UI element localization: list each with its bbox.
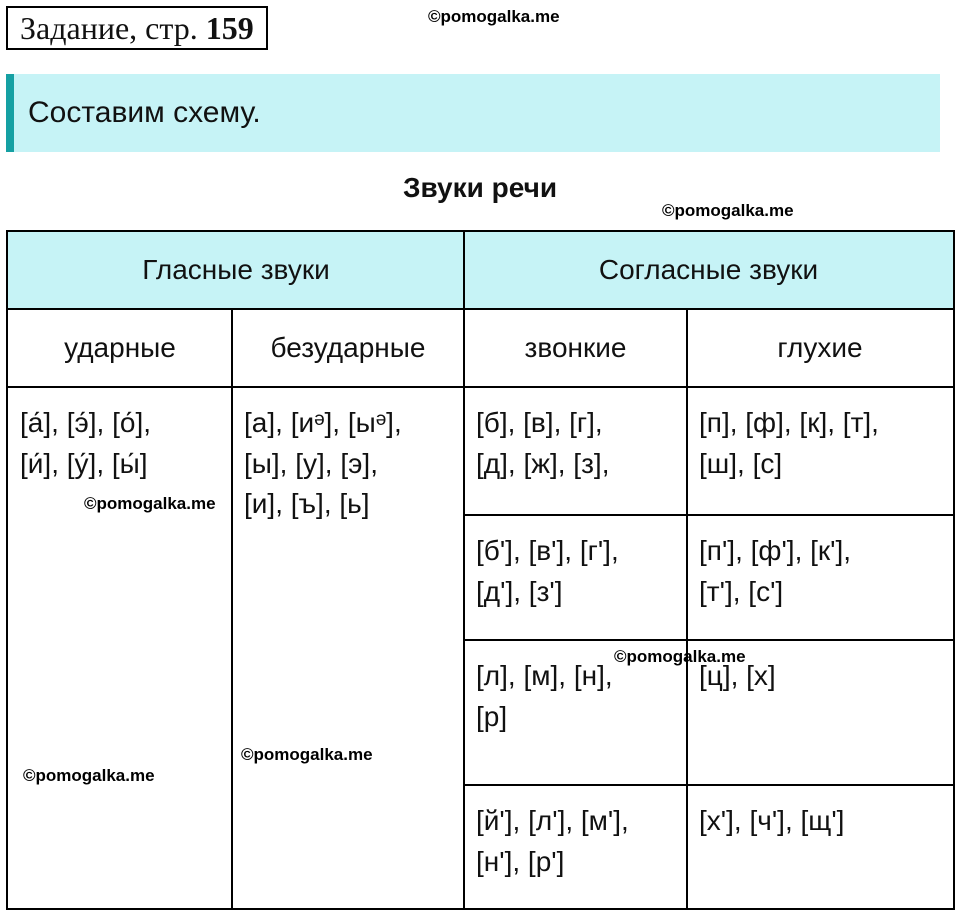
- cell-voiceless-row-2: [687, 515, 953, 612]
- text-line: [и], [ъ], [ь]: [244, 488, 370, 520]
- instruction-banner: [6, 74, 940, 152]
- watermark: ©pomogalka.me: [84, 494, 216, 513]
- text-line: [д'], [з']: [476, 575, 563, 607]
- grid-line: [464, 639, 953, 641]
- text-line: [х'], [ч'], [щ']: [699, 805, 845, 836]
- instruction-text: Составим схему.: [28, 96, 261, 129]
- watermark: ©pomogalka.me: [428, 7, 560, 26]
- grid-line: [464, 784, 953, 786]
- subheader-unstressed: [232, 309, 464, 387]
- cell-unstressed-vowels: [232, 387, 464, 525]
- grid-line: [463, 232, 465, 908]
- subheader-voiceless: [687, 309, 953, 387]
- sounds-table: [6, 230, 955, 910]
- text-line: [ш], [с]: [699, 447, 783, 479]
- task-title-box: [6, 6, 268, 50]
- cell-voiceless-row-4: [687, 785, 953, 842]
- task-label: Задание, стр.: [20, 10, 198, 46]
- header-consonants: [464, 232, 953, 309]
- cell-voiced-row-2: [464, 515, 687, 612]
- task-page-number: 159: [205, 10, 254, 46]
- grid-line: [464, 514, 953, 516]
- cell-voiceless-row-1: [687, 387, 953, 484]
- text-line: [ы], [у], [э],: [244, 447, 378, 479]
- text-line: [п], [ф], [к], [т],: [699, 407, 879, 438]
- text-line: [р]: [476, 700, 508, 732]
- subheader-voiceless-label: глухие: [777, 331, 863, 363]
- header-vowels: [8, 232, 464, 309]
- text-line: [н'], [р']: [476, 845, 565, 877]
- text-line: [б'], [в'], [г'],: [476, 535, 619, 566]
- subheader-unstressed-label: безударные: [270, 331, 426, 363]
- subheader-voiced: [464, 309, 687, 387]
- text-line: [а́], [э́], [о́],: [20, 407, 152, 438]
- grid-line: [231, 308, 233, 908]
- cell-voiced-row-1: [464, 387, 687, 484]
- text-line: [й'], [л'], [м'],: [476, 805, 629, 836]
- subheader-stressed: [8, 309, 232, 387]
- text-line: [а], [иᵊ], [ыᵊ],: [244, 407, 402, 438]
- text-line: [и́], [у́], [ы́]: [20, 447, 148, 479]
- grid-line: [8, 386, 953, 388]
- subheader-stressed-label: ударные: [64, 331, 176, 363]
- table-title: Звуки речи: [402, 172, 558, 203]
- subheader-voiced-label: звонкие: [524, 331, 627, 363]
- cell-stressed-vowels: [8, 387, 232, 484]
- text-line: [ц], [х]: [699, 660, 776, 691]
- header-vowels-label: Гласные звуки: [142, 254, 330, 286]
- watermark: ©pomogalka.me: [241, 745, 373, 764]
- text-line: [б], [в], [г],: [476, 407, 603, 438]
- grid-line: [8, 308, 953, 310]
- watermark: ©pomogalka.me: [614, 647, 746, 666]
- cell-voiced-row-4: [464, 785, 687, 882]
- text-line: [д], [ж], [з],: [476, 447, 610, 479]
- text-line: [п'], [ф'], [к'],: [699, 535, 852, 566]
- watermark: ©pomogalka.me: [662, 201, 794, 220]
- text-line: [т'], [с']: [699, 575, 784, 607]
- grid-line: [686, 308, 688, 908]
- watermark: ©pomogalka.me: [23, 766, 155, 785]
- header-consonants-label: Согласные звуки: [598, 254, 819, 286]
- text-line: [л], [м], [н],: [476, 660, 613, 691]
